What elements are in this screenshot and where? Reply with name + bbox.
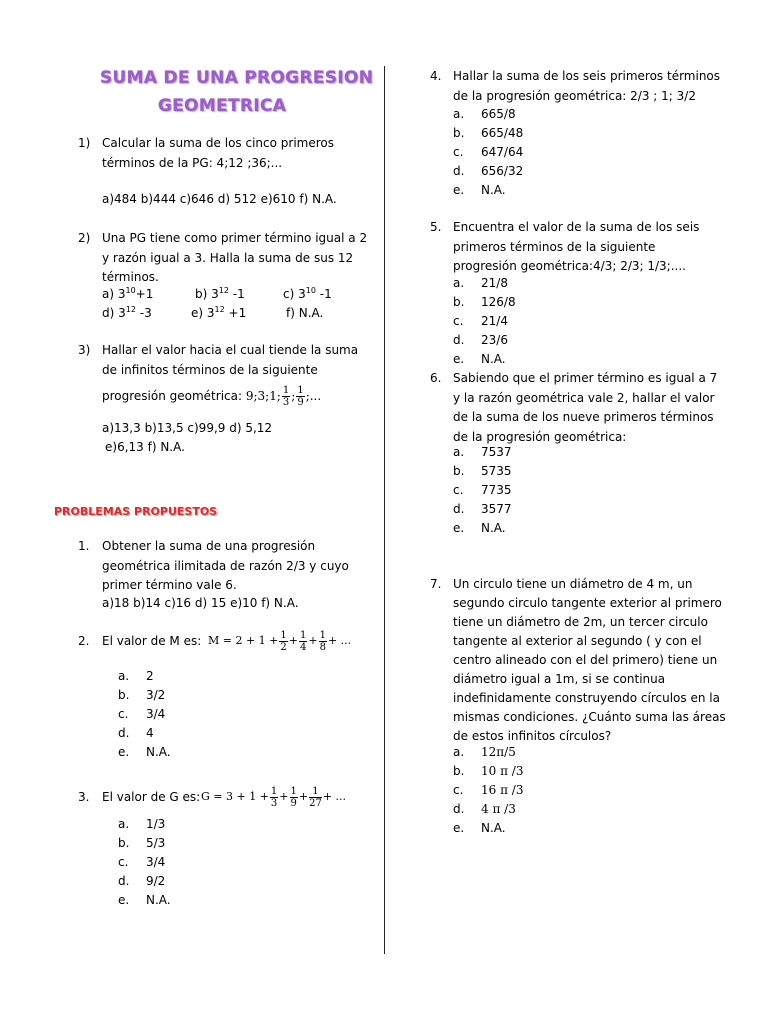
p4-option: d. 656/32	[453, 164, 524, 178]
p7-line: mismas condiciones. ¿Cuánto suma las áreas	[453, 710, 726, 724]
p5-text	[453, 218, 699, 277]
p1-line: primer término vale 6.	[102, 578, 237, 592]
p6-line: y la razón geométrica vale 2, hallar el valor	[453, 390, 715, 405]
column-divider	[384, 66, 385, 954]
p4-option: b. 665/48	[453, 126, 524, 140]
p6-line: de la suma de los nueve primeros términos	[453, 410, 714, 424]
q3-progression: progresión geométrica: 9;3;1; $\frac{1}{3}$ ; $\frac{1}{9}$ ;...	[102, 385, 322, 408]
p2-label: El valor de M es:	[102, 634, 202, 648]
p6-option: b. 5735	[453, 464, 512, 478]
p7-line: indefinidamente construyendo círculos en la	[453, 691, 720, 705]
q2-line: términos.	[102, 270, 159, 284]
p2-option: d. 4	[118, 726, 154, 740]
p7-line: tangente al exterior al segundo ( y con el	[453, 634, 702, 648]
p7-option: d. 4 π /3	[453, 802, 516, 816]
q1-number: 1)	[78, 136, 91, 150]
p4-option: a. 665/8	[453, 107, 516, 121]
section-subtitle: PROBLEMAS PROPUESTOS	[54, 505, 218, 518]
p5-option: b. 126/8	[453, 295, 516, 309]
p3-label: El valor de G es:	[102, 790, 201, 804]
p5-line: Encuentra el valor de la suma de los seis	[453, 220, 700, 234]
p3-option: e. N.A.	[118, 893, 171, 907]
p7-line: centro alineado con el del primero) tiene un	[453, 653, 718, 667]
p7-line: segundo circulo tangente exterior al primero	[453, 596, 722, 610]
p2-option: e. N.A.	[118, 745, 171, 759]
p4-option: c. 647/64	[453, 145, 524, 159]
q3-progression-expr: 9;3;1; $\frac{1}{3}$ ; $\frac{1}{9}$ ;...	[245, 385, 322, 408]
p6-option: d. 3577	[453, 502, 512, 516]
q2-answers-row-1	[102, 285, 153, 304]
p5-option: a. 21/8	[453, 276, 508, 290]
p2-expression: M = 2 + 1 + $\frac{1}{2}$ + $\frac{1}{4}$ + $\frac{1}{8}$ + ...	[208, 629, 352, 653]
p5-option: c. 21/4	[453, 314, 508, 328]
q2-line: y razón igual a 3. Halla la suma de sus 12	[102, 250, 354, 265]
p3-option: b. 5/3	[118, 836, 166, 850]
p4-text	[453, 67, 720, 106]
q2-option-f: f) N.A.	[286, 306, 324, 320]
fraction: $\frac{1}{9}$	[297, 385, 304, 408]
p1-number: 1.	[78, 539, 90, 553]
p6-option: e. N.A.	[453, 521, 506, 535]
p3-option: a. 1/3	[118, 817, 166, 831]
q3-line: de infinitos términos de la siguiente	[102, 362, 318, 377]
p7-option: a. 12π/5	[453, 745, 516, 759]
q3-answers-1: a)13,3 b)13,5 c)99,9 d) 5,12	[102, 421, 273, 435]
p7-option: c. 16 π /3	[453, 783, 524, 797]
q3-answers-2: e)6,13 f) N.A.	[105, 440, 185, 454]
q2-option-d: d) $3^{12}$ -3	[102, 305, 152, 320]
p4-number: 4.	[430, 69, 442, 83]
p4-option: e. N.A.	[453, 183, 506, 197]
q1-line: Calcular la suma de los cinco primeros	[102, 136, 334, 150]
fraction: $\frac{1}{8}$	[319, 629, 326, 653]
p5-line: progresión geométrica:4/3; 2/3; 1/3;....	[453, 259, 686, 273]
p2-number: 2.	[78, 634, 90, 648]
p7-line: Un circulo tiene un diámetro de 4 m, un	[453, 577, 693, 591]
fraction: $\frac{1}{27}$	[309, 785, 322, 809]
p7-number: 7.	[430, 577, 442, 591]
q2-line: Una PG tiene como primer término igual a 2	[102, 231, 368, 245]
q2-option-a: a) $3^{10}+1$	[102, 286, 154, 301]
p2-option: c. 3/4	[118, 707, 166, 721]
q1-text	[102, 134, 334, 173]
fraction: $\frac{1}{3}$	[270, 785, 278, 809]
p4-line: de la progresión geométrica: 2/3 ; 1; 3/2	[453, 88, 696, 103]
q2-number: 2)	[78, 231, 91, 245]
p3-expression: G = 3 + 1 + $\frac{1}{3}$ + $\frac{1}{9}$ + $\frac{1}{27}$ + ...	[201, 785, 347, 809]
p7-option: e. N.A.	[453, 821, 506, 835]
p4-line: Hallar la suma de los seis primeros términos	[453, 69, 721, 83]
p2-option: b. 3/2	[118, 688, 166, 702]
fraction: $\frac{1}{3}$	[282, 385, 290, 408]
q3-text	[102, 341, 358, 380]
p7-line: de estos infinitos círculos?	[453, 729, 612, 743]
q1-answers: a)484 b)444 c)646 d) 512 e)610 f) N.A.	[102, 192, 337, 206]
q1-line: términos de la PG: 4;12 ;36;...	[102, 155, 283, 170]
p3-number: 3.	[78, 790, 90, 804]
p6-text	[453, 369, 717, 447]
title-line-1: SUMA DE UNA PROGRESION	[100, 68, 374, 88]
p5-option: e. N.A.	[453, 352, 506, 366]
p5-number: 5.	[430, 220, 442, 234]
p6-number: 6.	[430, 371, 442, 385]
p7-option: b. 10 π /3	[453, 764, 524, 778]
p6-line: Sabiendo que el primer término es igual a 7	[453, 371, 718, 385]
p1-line: Obtener la suma de una progresión	[102, 539, 316, 553]
q2-option-e: e) $3^{12} +1$	[191, 305, 247, 320]
q3-line: Hallar el valor hacia el cual tiende la suma	[102, 343, 359, 357]
p3-option: d. 9/2	[118, 874, 166, 888]
p1-answers: a)18 b)14 c)16 d) 15 e)10 f) N.A.	[102, 596, 299, 610]
p6-option: a. 7537	[453, 445, 512, 459]
p6-option: c. 7735	[453, 483, 512, 497]
p6-line: de la progresión geométrica:	[453, 429, 627, 444]
p7-text	[453, 575, 726, 746]
p2-option: a. 2	[118, 669, 154, 683]
fraction: $\frac{1}{4}$	[300, 629, 307, 653]
p1-text	[102, 537, 349, 596]
p5-line: primeros términos de la siguiente	[453, 239, 656, 254]
title-line-2: GEOMETRICA	[158, 96, 287, 116]
p1-line: geométrica ilimitada de razón 2/3 y cuyo	[102, 558, 349, 573]
q2-text	[102, 229, 367, 288]
p7-line: diámetro igual a 1m, si se continua	[453, 672, 666, 686]
q2-option-c: c) $3^{10}$ -1	[283, 286, 332, 301]
p7-line: tiene un diámetro de 2m, un tercer circulo	[453, 615, 708, 629]
q2-option-b: b) $3^{12}$ -1	[195, 286, 245, 301]
q3-number: 3)	[78, 343, 91, 357]
fraction: $\frac{1}{9}$	[290, 785, 297, 809]
p3-option: c. 3/4	[118, 855, 166, 869]
fraction: $\frac{1}{2}$	[280, 629, 287, 653]
p5-option: d. 23/6	[453, 333, 508, 347]
